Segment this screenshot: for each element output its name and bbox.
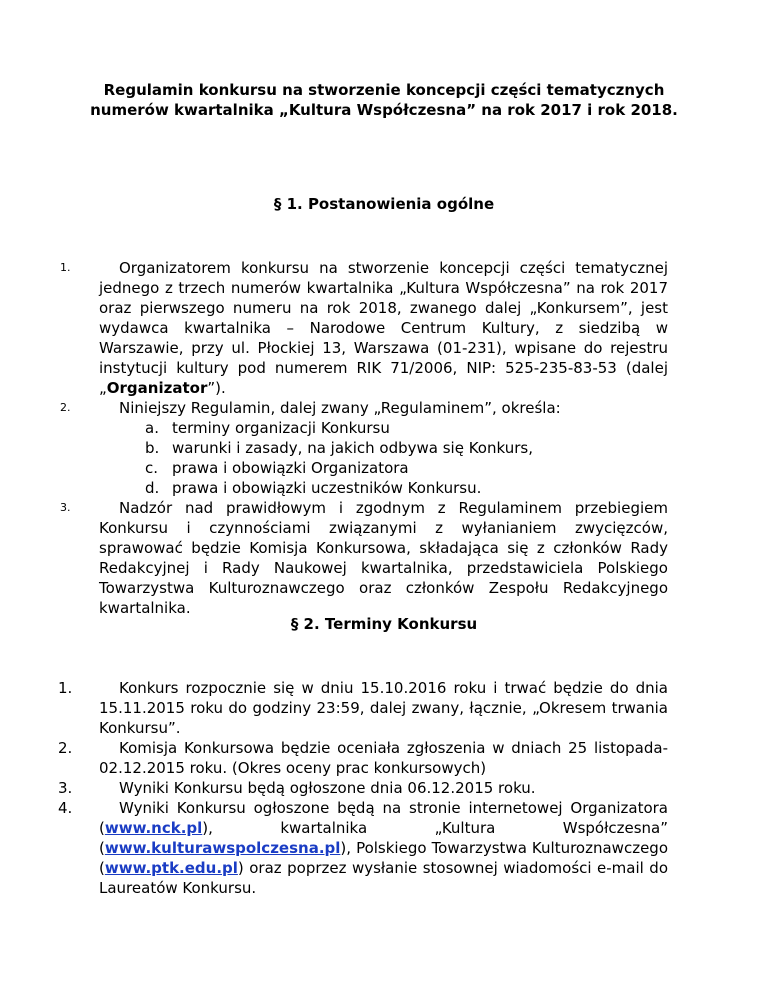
document-title: Regulamin konkursu na stworzenie koncepcji części tematycznych numerów kwartalnika „Kultura Współczesna” na rok 2017 i rok 2018.: [90, 81, 678, 119]
item-number: 3.: [58, 779, 73, 797]
section-2-item-1: [0, 678, 768, 738]
section-2-item-3: [0, 778, 768, 798]
sub-item-text: warunki i zasady, na jakich odbywa się Konkurs,: [172, 439, 533, 457]
item-number: 1.: [58, 679, 73, 697]
item-number: 2.: [58, 739, 73, 757]
sub-item-d: [0, 478, 768, 498]
section-1-item-2: [0, 398, 768, 418]
sub-item-a: [0, 418, 768, 438]
sub-item-letter: d.: [145, 479, 160, 497]
item-number: 2.: [60, 401, 71, 414]
item-text: Nadzór nad prawidłowym i zgodnym z Regulaminem przebiegiem Konkursu i czynnościami związanymi z wyłanianiem zwycięzców, sprawować będzie Komisja Konkursowa, składająca się z członków Rady Redakcyjnej i Rady Naukowej kwartalnika, przedstawiciela Polskiego Towarzystwa Kulturoznawczego oraz członków Zespołu Redakcyjnego kwartalnika.: [99, 499, 668, 617]
section-1-list: [0, 258, 768, 618]
item-text: Komisja Konkursowa będzie oceniała zgłoszenia w dniach 25 listopada-02.12.2015 roku. (Okres oceny prac konkursowych): [99, 739, 668, 777]
item-text: Konkurs rozpocznie się w dniu 15.10.2016 roku i trwać będzie do dnia 15.11.2015 roku do godziny 23:59, dalej zwany, łącznie, „Okresem trwania Konkursu”.: [99, 679, 668, 737]
item-text: Organizatorem konkursu na stworzenie koncepcji części tematycznej jednego z trzech numerów kwartalnika „Kultura Współczesna” na rok 2017 oraz pierwszego numeru na rok 2018, zwanego dalej „Konkursem”, jest wydawca kwartalnika – Narodowe Centrum Kultury, z siedzibą w Warszawie, przy ul. Płockiej 13, Warszawa (01-231), wpisane do rejestru instytucji kultury pod numerem RIK 71/2006, NIP: 525-235-83-53 (dalej „Organizator”).: [99, 259, 668, 397]
sub-item-text: prawa i obowiązki uczestników Konkursu.: [172, 479, 482, 497]
item-number: 4.: [58, 799, 73, 817]
kulturawspolczesna-link[interactable]: www.kulturawspolczesna.pl: [104, 839, 341, 857]
section-2-item-4: [0, 798, 768, 898]
item-text: Wyniki Konkursu będą ogłoszone dnia 06.12.2015 roku.: [119, 779, 536, 797]
item-text: Niniejszy Regulamin, dalej zwany „Regulaminem”, określa:: [119, 399, 561, 417]
sub-item-text: prawa i obowiązki Organizatora: [172, 459, 409, 477]
ptk-link[interactable]: www.ptk.edu.pl: [104, 859, 238, 877]
section-1-heading: § 1. Postanowienia ogólne: [273, 195, 495, 213]
sub-item-letter: b.: [145, 439, 160, 457]
organizer-term: Organizator: [106, 379, 208, 397]
item-number: 3.: [60, 501, 71, 514]
section-2-heading: § 2. Terminy Konkursu: [290, 615, 478, 633]
nck-link[interactable]: www.nck.pl: [104, 819, 203, 837]
section-1-item-1: [0, 258, 768, 398]
sub-item-letter: c.: [145, 459, 159, 477]
item-text: Wyniki Konkursu ogłoszone będą na stronie internetowej Organizatora (www.nck.pl), kwartalnika „Kultura Współczesna” (www.kulturawspolczesna.pl), Polskiego Towarzystwa Kulturoznawczego (www.ptk.edu.pl) oraz poprzez wysłanie stosownej wiadomości e-mail do Laureatów Konkursu.: [99, 799, 668, 897]
sub-item-b: [0, 438, 768, 458]
section-2-list: [0, 678, 768, 898]
sub-item-letter: a.: [145, 419, 159, 437]
sub-item-text: terminy organizacji Konkursu: [172, 419, 390, 437]
item-number: 1.: [60, 261, 71, 274]
section-1-item-3: [0, 498, 768, 618]
section-2-item-2: [0, 738, 768, 778]
sub-item-c: [0, 458, 768, 478]
